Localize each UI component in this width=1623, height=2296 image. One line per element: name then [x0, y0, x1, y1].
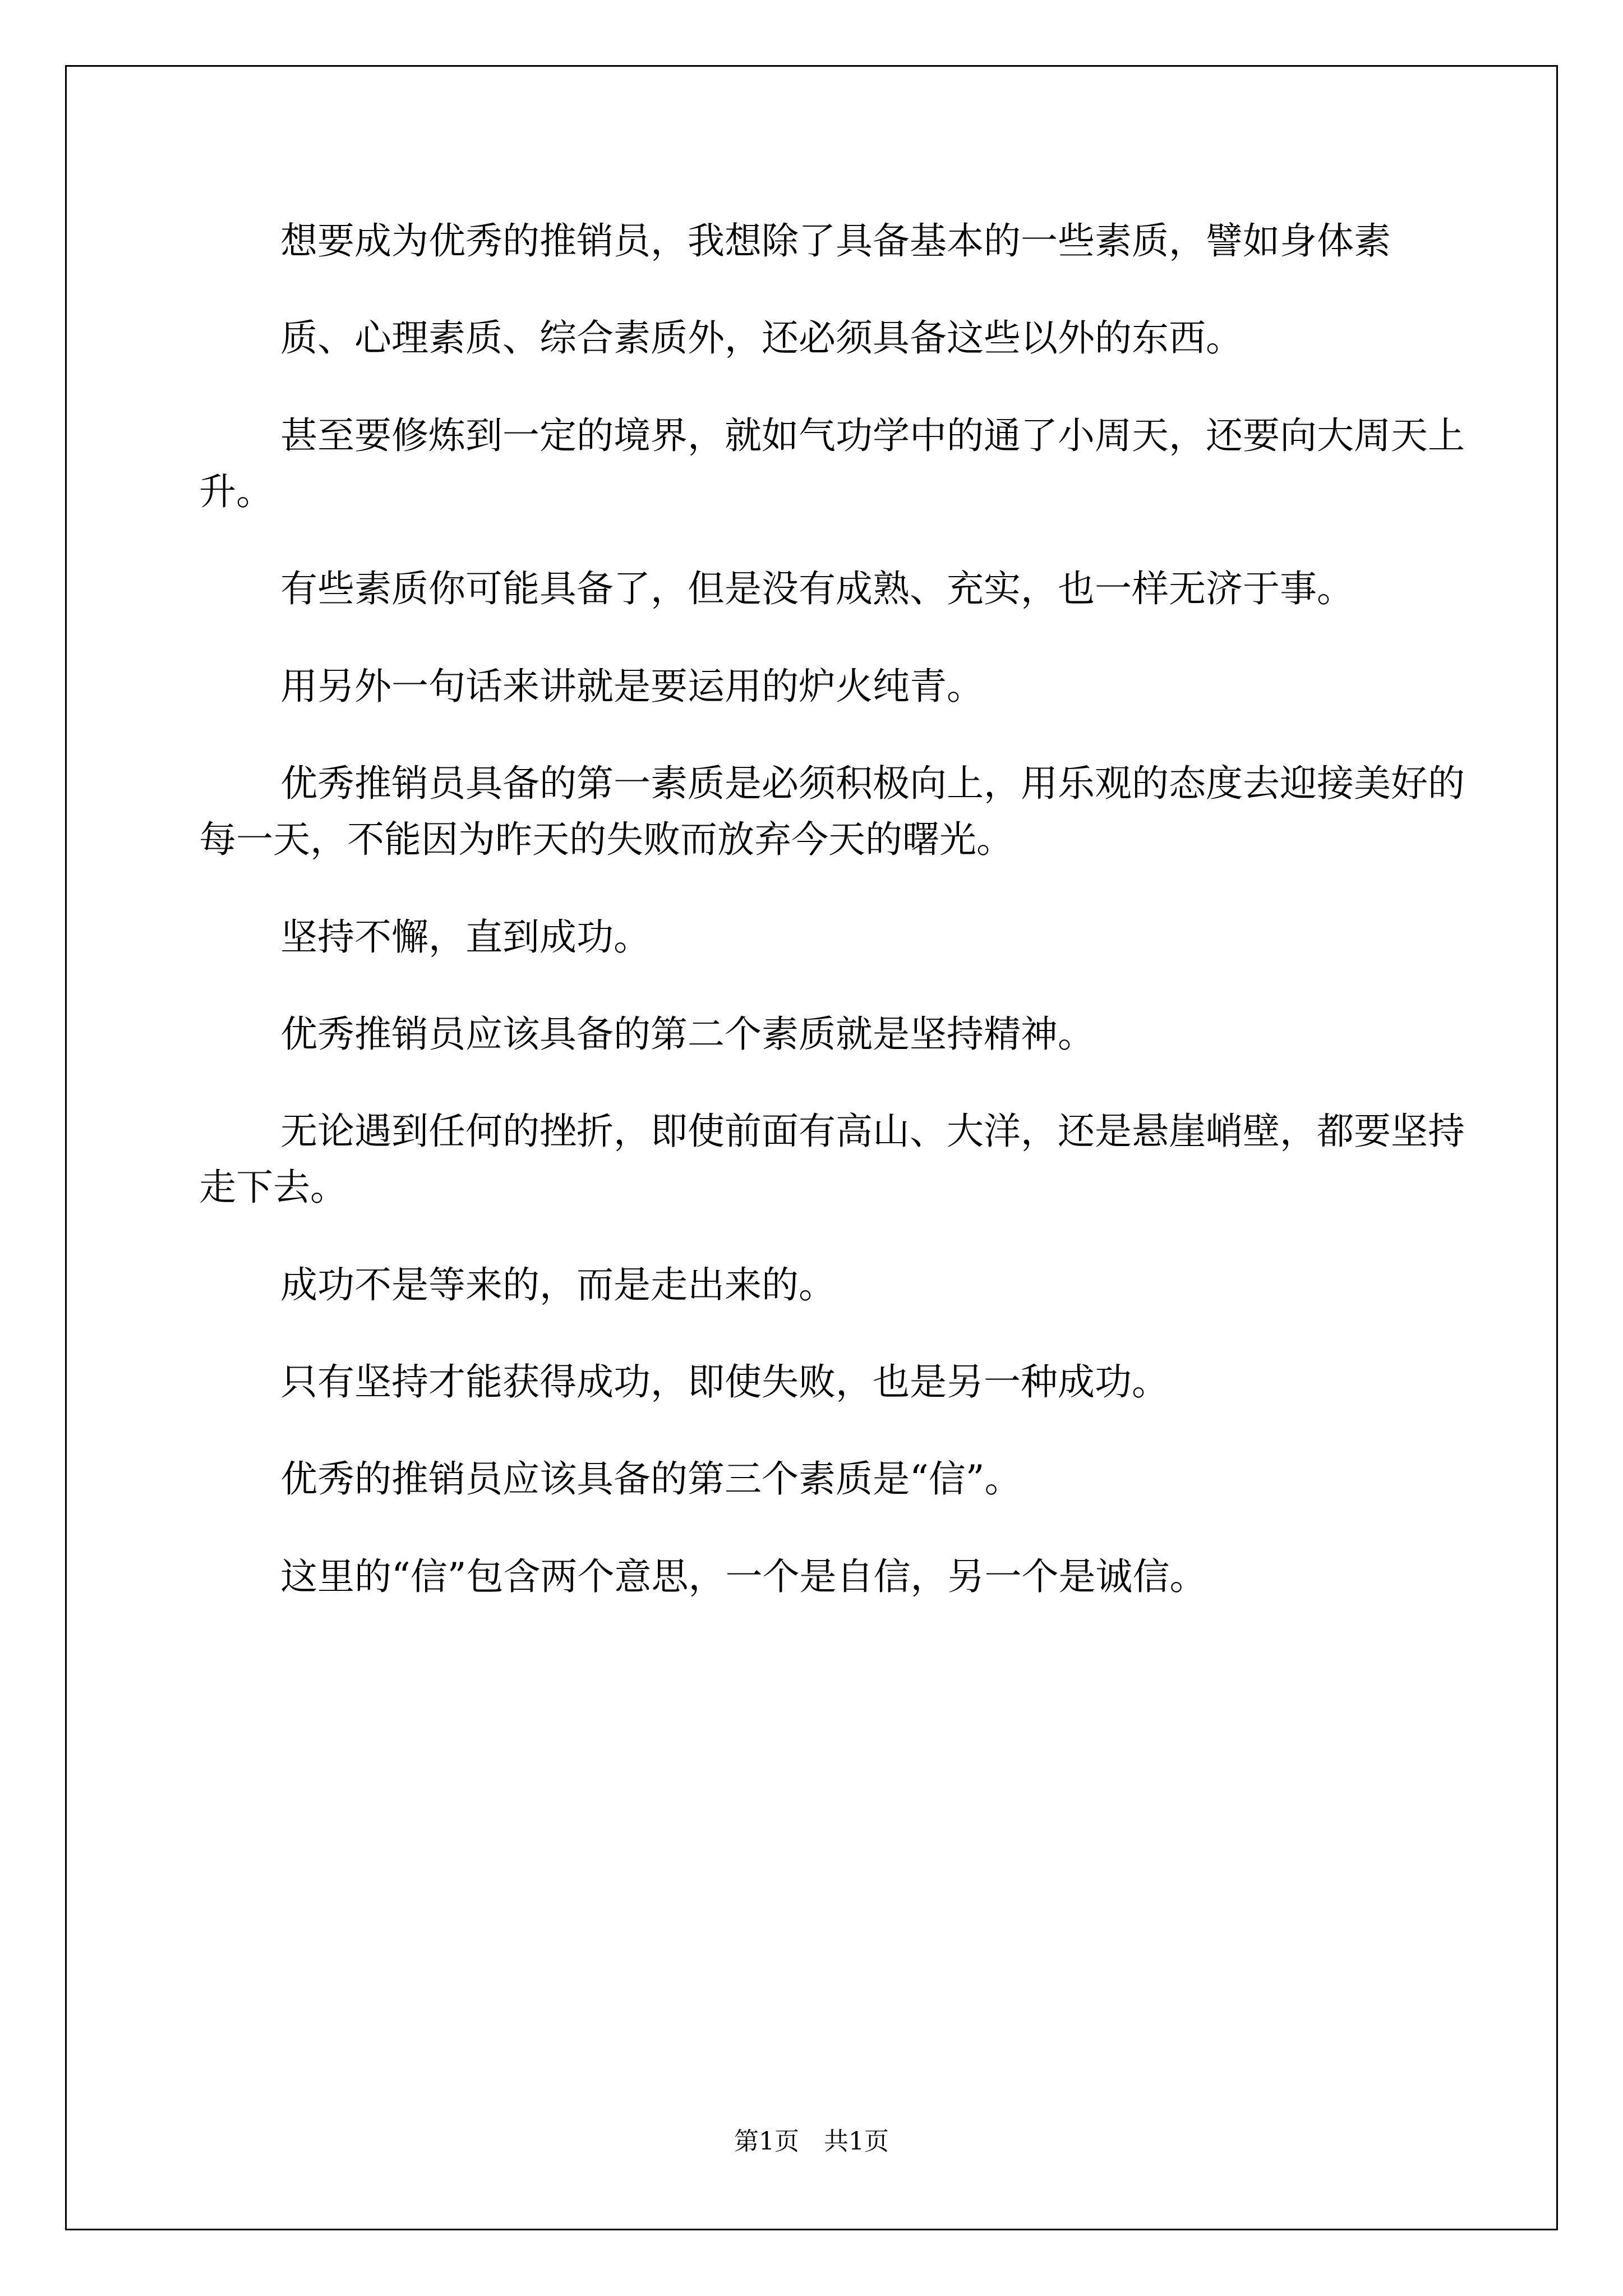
paragraph: 质、心理素质、综合素质外，还必须具备这些以外的东西。 [280, 316, 1243, 360]
page-number-footer: 第1页 共1页 [734, 2127, 889, 2156]
paragraph: 成功不是等来的，而是走出来的。 [280, 1263, 836, 1306]
paragraph: 优秀的推销员应该具备的第三个素质是“信”。 [280, 1457, 1022, 1501]
paragraph: 坚持不懈，直到成功。 [280, 915, 651, 959]
paragraph: 这里的“信”包含两个意思，一个是自信，另一个是诚信。 [280, 1554, 1207, 1598]
paragraph: 用另外一句话来讲就是要运用的炉火纯青。 [280, 664, 984, 708]
paragraph: 优秀推销员应该具备的第二个素质就是坚持精神。 [280, 1012, 1095, 1056]
paragraph: 优秀推销员具备的第一素质是必须积极向上，用乐观的态度去迎接美好的每一天，不能因为昨天的失败而放弃今天的曙光。 [199, 761, 1465, 862]
paragraph: 只有坚持才能获得成功，即使失败，也是另一种成功。 [280, 1360, 1169, 1404]
paragraph: 无论遇到任何的挫折，即使前面有高山、大洋，还是悬崖峭壁，都要坚持走下去。 [199, 1110, 1465, 1209]
document-body [199, 213, 1467, 1605]
paragraph: 甚至要修炼到一定的境界，就如气功学中的通了小周天，还要向大周天上升。 [199, 413, 1465, 513]
paragraph: 有些素质你可能具备了，但是没有成熟、充实，也一样无济于事。 [280, 567, 1354, 611]
paragraph: 想要成为优秀的推销员，我想除了具备基本的一些素质，譬如身体素 [280, 219, 1391, 263]
